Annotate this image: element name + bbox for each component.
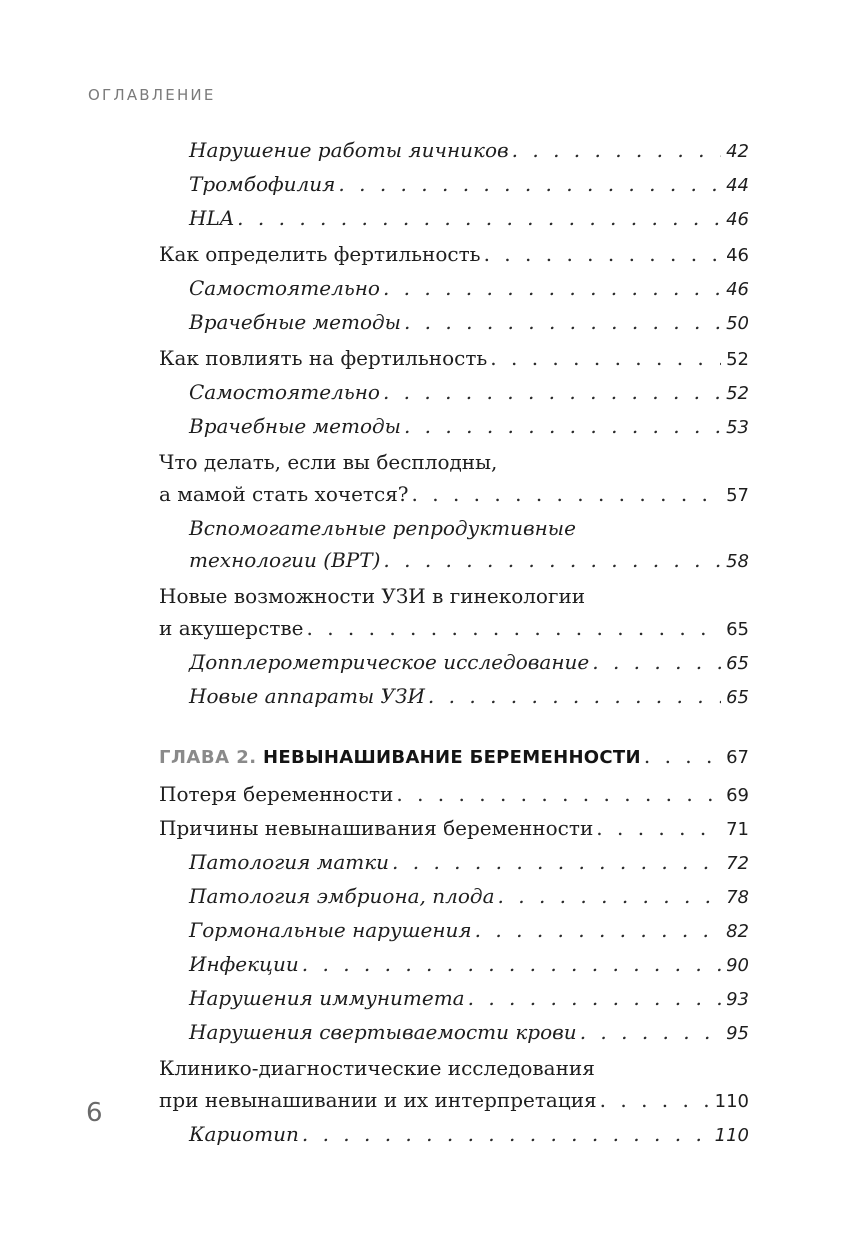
chapter-page: 67 [726,747,749,768]
toc-entry-title: Патология эмбриона, плода [189,884,495,908]
dot-leader [389,846,721,878]
toc-entry-title: Нарушения иммунитета [189,986,465,1010]
toc-section [159,238,749,272]
dot-leader [380,544,721,576]
toc-entry-title: Кариотип [189,1122,299,1146]
toc-section-page: 46 [726,245,749,266]
dot-leader [409,478,721,510]
toc-entry [159,646,749,680]
dot-leader [335,168,721,200]
toc-section-title-line2: и акушерстве [159,616,304,640]
toc-entry [159,272,749,306]
toc-section [159,446,749,512]
dot-leader [589,646,721,678]
toc-section-title: Потеря беременности [159,782,394,806]
toc-chapter-heading [159,740,749,774]
dot-leader [577,1016,721,1048]
toc-entry-page: 50 [726,313,749,334]
toc-entry-title: Инфекции [189,952,299,976]
dot-leader [401,410,721,442]
dot-leader [299,1118,715,1150]
toc-section-title-line1: Новые возможности УЗИ в гинекологии [159,584,586,608]
toc-entry-title: Самостоятельно [189,380,380,404]
toc-entry-page: 53 [726,417,749,438]
toc-entry-page: 44 [726,175,749,196]
dot-leader [380,272,721,304]
dot-leader [401,306,721,338]
running-head: ОГЛАВЛЕНИЕ [88,86,216,104]
toc-section-title: Как определить фертильность [159,242,481,266]
dot-leader [393,778,721,810]
toc-entry-page: 93 [726,989,749,1010]
toc-section-page: 71 [726,819,749,840]
toc-entry-title: Патология матки [189,850,390,874]
toc-entry-page: 65 [726,687,749,708]
toc-entry-page: 42 [726,141,749,162]
toc-section-title-line1: Что делать, если вы бесплодны, [159,450,498,474]
toc-entry-page: 46 [726,209,749,230]
toc-section-page: 65 [726,619,749,640]
toc-section [159,1052,749,1118]
dot-leader [380,376,721,408]
toc-entry-title: Гормональные нарушения [189,918,472,942]
toc-entry [159,1016,749,1050]
toc-entry [159,680,749,714]
dot-leader [641,740,721,772]
table-of-contents [159,134,749,1152]
toc-entry-page: 78 [726,887,749,908]
toc-entry [159,880,749,914]
toc-entry-page: 110 [714,1125,749,1146]
toc-section-title-line2: при невынашивании и их интерпретация [159,1088,597,1112]
toc-section-title-line2: а мамой стать хочется? [159,482,409,506]
toc-section-page: 52 [726,349,749,370]
toc-entry-page: 82 [726,921,749,942]
toc-entry [159,376,749,410]
toc-entry-page: 72 [726,853,749,874]
toc-section-page: 57 [726,485,749,506]
toc-entry-page: 52 [726,383,749,404]
toc-entry-title-line1: Вспомогательные репродуктивные [189,516,576,540]
toc-entry-title-line2: технологии (ВРТ) [189,548,381,572]
toc-entry [159,306,749,340]
toc-entry [159,948,749,982]
page-number: 6 [86,1098,103,1128]
toc-entry-title: Тромбофилия [189,172,336,196]
toc-section-title-line1: Клинико-диагностические исследования [159,1056,595,1080]
toc-section-title: Причины невынашивания беременности [159,816,594,840]
toc-entry [159,134,749,168]
toc-entry [159,914,749,948]
toc-entry [159,512,749,578]
toc-section-page: 69 [726,785,749,806]
toc-entry [159,846,749,880]
dot-leader [425,680,721,712]
dot-leader [593,812,721,844]
chapter-title: НЕВЫНАШИВАНИЕ БЕРЕМЕННОСТИ [263,747,641,768]
dot-leader [303,612,721,644]
dot-leader [481,238,721,270]
dot-leader [472,914,721,946]
toc-entry-title: Допплерометрическое исследование [189,650,590,674]
toc-entry-title: Врачебные методы [189,310,401,334]
toc-entry-title: Врачебные методы [189,414,401,438]
toc-section-title: Как повлиять на фертильность [159,346,488,370]
toc-section [159,778,749,812]
toc-section-page: 110 [714,1091,749,1112]
toc-entry-page: 90 [726,955,749,976]
toc-entry [159,410,749,444]
toc-entry-title: Новые аппараты УЗИ [189,684,425,708]
toc-entry-title: Самостоятельно [189,276,380,300]
toc-section [159,580,749,646]
dot-leader [487,342,721,374]
dot-leader [509,134,721,166]
toc-entry-page: 65 [726,653,749,674]
dot-leader [299,948,721,980]
toc-entry [159,202,749,236]
toc-section [159,342,749,376]
dot-leader [234,202,721,234]
toc-entry-title: HLA [189,206,235,230]
toc-entry-page: 58 [726,551,749,572]
chapter-label: ГЛАВА 2. [159,747,257,768]
toc-entry [159,1118,749,1152]
dot-leader [495,880,721,912]
dot-leader [597,1084,715,1116]
dot-leader [465,982,721,1014]
toc-entry-page: 46 [726,279,749,300]
toc-entry [159,982,749,1016]
toc-entry-title: Нарушения свертываемости крови [189,1020,577,1044]
toc-entry [159,168,749,202]
toc-section [159,812,749,846]
toc-entry-page: 95 [726,1023,749,1044]
toc-entry-title: Нарушение работы яичников [189,138,509,162]
